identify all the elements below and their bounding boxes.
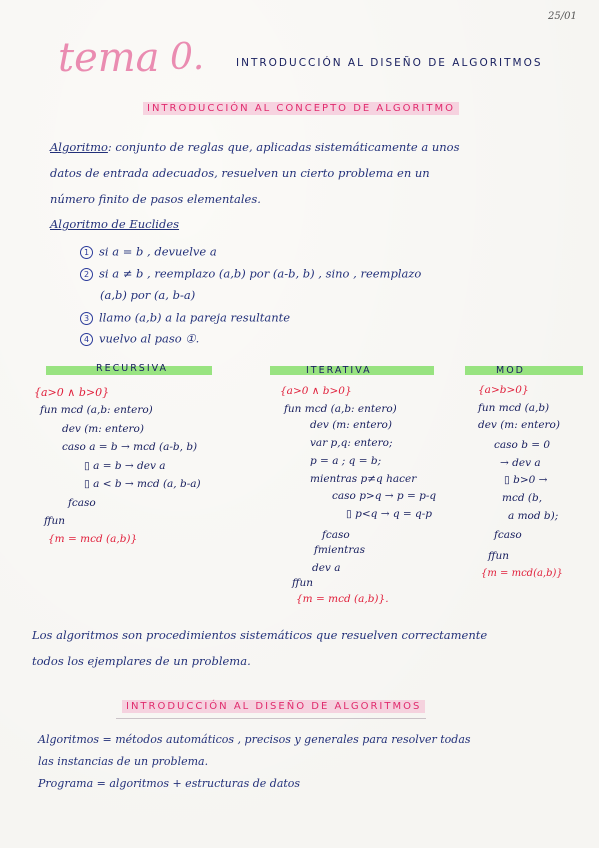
recursiva-postcond: {m = mcd (a,b)} <box>48 533 138 545</box>
step-2-text: si a ≠ b , reemplazo (a,b) por (a-b, b) , sino , reemplazo <box>99 266 422 281</box>
section2-line3: Programa = algoritmos + estructuras de datos <box>38 777 301 790</box>
section1-heading-text: INTRODUCCIÓN AL CONCEPTO DE ALGORITMO <box>143 102 459 115</box>
step-number-3: 3 <box>80 312 93 325</box>
mod-line-9: ffun <box>488 550 509 562</box>
mod-line-8: fcaso <box>494 529 522 541</box>
iterativa-line-1: fun mcd (a,b: entero) <box>284 403 397 415</box>
iterativa-line-6: caso p>q → p = p-q <box>332 490 437 502</box>
step-number-1: 1 <box>80 246 93 259</box>
recursiva-line-2: dev (m: entero) <box>62 423 144 435</box>
section2-heading <box>122 702 425 712</box>
mod-line-3: caso b = 0 <box>494 439 551 451</box>
recursiva-line-7: ffun <box>44 515 65 527</box>
iterativa-line-2: dev (m: entero) <box>310 419 392 431</box>
recursiva-precond: {a>0 ∧ b>0} <box>34 386 110 399</box>
definition-line2: datos de entrada adecuados, resuelven un cierto problema en un <box>50 166 430 180</box>
step-4 <box>80 333 199 346</box>
iterativa-title: ITERATIVA <box>306 365 372 376</box>
tema-number: 0. <box>170 37 205 78</box>
step-number-2: 2 <box>80 268 93 281</box>
step-3-text: llamo (a,b) a la pareja resultante <box>99 310 291 325</box>
iterativa-line-8: fcaso <box>322 529 350 541</box>
definition-line1 <box>50 142 460 154</box>
definition-text-1: : conjunto de reglas que, aplicadas sistemáticamente a unos <box>107 140 460 154</box>
mod-precond: {a>b>0} <box>478 384 529 396</box>
iterativa-line-7: ▯ p<q → q = q-p <box>346 508 433 520</box>
mod-line-7: a mod b); <box>508 510 559 522</box>
section2-line1: Algoritmos = métodos automáticos , precisos y generales para resolver todas <box>38 733 471 746</box>
section2-underline <box>116 718 426 719</box>
section1-heading <box>143 104 459 114</box>
mod-line-6: mcd (b, <box>502 492 543 504</box>
recursiva-title: RECURSIVA <box>96 363 169 374</box>
page-number: 25/01 <box>548 11 577 22</box>
iterativa-line-5: mientras p≠q hacer <box>310 473 417 485</box>
mod-line-4: → dev a <box>500 457 541 469</box>
mod-line-2: dev (m: entero) <box>478 419 560 431</box>
step-4-text: vuelvo al paso ①. <box>99 331 200 346</box>
recursiva-line-6: fcaso <box>68 497 96 509</box>
tema-word: tema <box>58 35 160 81</box>
step-number-4: 4 <box>80 333 93 346</box>
definition-line3: número finito de pasos elementales. <box>50 192 261 206</box>
iterativa-line-11: ffun <box>292 577 313 589</box>
section2-heading-text: INTRODUCCIÓN AL DISEÑO DE ALGORITMOS <box>122 700 425 713</box>
page-title: INTRODUCCIÓN AL DISEÑO DE ALGORITMOS <box>236 57 543 69</box>
mod-postcond: {m = mcd(a,b)} <box>481 568 563 579</box>
step-2-cont: (a,b) por (a, b-a) <box>100 288 196 302</box>
recursiva-line-1: fun mcd (a,b: entero) <box>40 404 153 416</box>
step-2 <box>80 268 421 281</box>
mod-title: MOD <box>496 365 525 376</box>
mod-line-1: fun mcd (a,b) <box>478 402 550 414</box>
recursiva-line-4: ▯ a = b → dev a <box>84 460 166 472</box>
iterativa-line-10: dev a <box>312 562 341 574</box>
step-3 <box>80 312 290 325</box>
section2-line2: las instancias de un problema. <box>38 755 209 768</box>
step-1-text: si a = b , devuelve a <box>99 244 217 259</box>
iterativa-line-4: p = a ; q = b; <box>310 455 382 467</box>
euclides-label: Algoritmo de Euclides <box>50 217 180 231</box>
iterativa-line-3: var p,q: entero; <box>310 437 393 449</box>
summary-line1: Los algoritmos son procedimientos sistemáticos que resuelven correctamente <box>32 628 488 642</box>
algoritmo-label: Algoritmo <box>50 140 108 154</box>
iterativa-postcond: {m = mcd (a,b)}. <box>296 593 389 605</box>
iterativa-line-9: fmientras <box>314 544 366 556</box>
iterativa-precond: {a>0 ∧ b>0} <box>280 385 352 397</box>
step-1 <box>80 246 217 259</box>
recursiva-line-3: caso a = b → mcd (a-b, b) <box>62 441 198 453</box>
recursiva-line-5: ▯ a < b → mcd (a, b-a) <box>84 478 201 490</box>
summary-line2: todos los ejemplares de un problema. <box>32 654 251 668</box>
mod-line-5: ▯ b>0 → <box>504 474 548 486</box>
